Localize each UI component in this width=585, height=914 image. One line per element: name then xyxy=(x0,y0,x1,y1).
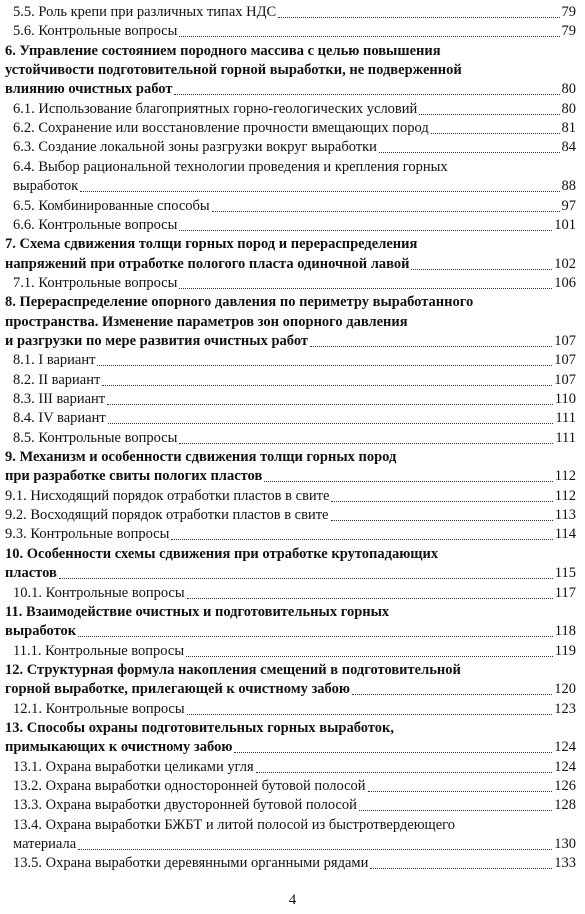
toc-entry xyxy=(0,78,585,98)
toc-entry-title: 7. Схема сдвижения толщи горных пород и перераспределения xyxy=(5,236,418,253)
toc-entry-title: 7.1. Контрольные вопросы xyxy=(13,274,178,291)
toc-dot-leader xyxy=(179,230,552,231)
toc-dot-leader xyxy=(179,36,559,37)
toc-entry-title: 8.3. III вариант xyxy=(13,391,106,407)
toc-entry-page: 133 xyxy=(554,855,576,872)
toc-entry xyxy=(0,620,585,640)
toc-entry-title: при разработке свиты пологих пластов xyxy=(5,468,263,485)
toc-entry-title: 6. Управление состоянием породного массива с целью повышения xyxy=(5,42,441,59)
toc-entry-title: 10.1. Контрольные вопросы xyxy=(13,584,185,601)
toc-dot-leader xyxy=(419,114,559,115)
toc-dot-leader xyxy=(186,656,553,657)
toc-entry xyxy=(0,349,585,369)
toc-dot-leader xyxy=(431,133,560,134)
toc-entry xyxy=(0,156,585,176)
toc-entry xyxy=(0,717,585,737)
toc-entry-title: пространства. Изменение параметров зон опорного давления xyxy=(5,313,408,330)
toc-entry-title: горной выработке, прилегающей к очистному забою xyxy=(5,681,350,698)
toc-dot-leader xyxy=(179,443,553,444)
toc-entry-title: влиянию очистных работ xyxy=(5,81,173,98)
toc-entry-title: 6.1. Использование благоприятных горно-геологических условий xyxy=(13,100,418,117)
toc-entry xyxy=(0,640,585,660)
toc-dot-leader xyxy=(171,539,552,540)
toc-entry xyxy=(0,504,585,524)
toc-entry-page: 112 xyxy=(554,468,576,485)
toc-dot-leader xyxy=(379,152,560,153)
toc-dot-leader xyxy=(370,868,552,869)
toc-entry xyxy=(0,736,585,756)
toc-entry xyxy=(0,562,585,582)
toc-entry-title: 5.5. Роль крепи при различных типах НДС xyxy=(13,4,277,20)
toc-entry-title: материала xyxy=(13,836,77,853)
toc-entry-page: 101 xyxy=(554,216,576,233)
toc-entry-title: 8.5. Контрольные вопросы xyxy=(13,429,178,446)
toc-entry xyxy=(0,195,585,215)
toc-entry-page: 115 xyxy=(554,565,576,582)
toc-dot-leader xyxy=(411,269,552,270)
toc-entry-page: 119 xyxy=(554,642,576,659)
toc-entry-title: 13.5. Охрана выработки деревянными органными рядами xyxy=(13,855,369,872)
toc-entry-page: 110 xyxy=(554,391,576,407)
toc-entry xyxy=(0,814,585,834)
toc-entry-page: 107 xyxy=(554,352,576,369)
toc-entry-title: 11. Взаимодействие очистных и подготовительных горных xyxy=(5,603,390,620)
toc-dot-leader xyxy=(78,636,553,637)
toc-entry-page: 111 xyxy=(555,410,576,427)
toc-entry-title: 9. Механизм и особенности сдвижения толщи горных пород xyxy=(5,449,397,466)
toc-entry xyxy=(0,291,585,311)
toc-dot-leader xyxy=(256,772,553,773)
toc-entry xyxy=(0,214,585,234)
toc-entry xyxy=(0,659,585,679)
toc-entry-title: 12. Структурная формула накопления смещений в подготовительной xyxy=(5,661,461,678)
toc-dot-leader xyxy=(331,520,553,521)
toc-entry-title: выработок xyxy=(5,623,77,640)
toc-entry-title: напряжений при отработке пологого пласта одиночной лавой xyxy=(5,255,410,272)
toc-entry xyxy=(0,388,585,408)
toc-entry xyxy=(0,756,585,776)
toc-entry xyxy=(0,698,585,718)
toc-entry-page: 118 xyxy=(554,623,576,640)
toc-entry xyxy=(0,175,585,195)
toc-dot-leader xyxy=(108,423,554,424)
toc-entry-title: 13.3. Охрана выработки двусторонней бутовой полосой xyxy=(13,797,357,814)
toc-entry xyxy=(0,59,585,79)
toc-entry-title: 8.1. I вариант xyxy=(13,352,96,369)
toc-entry xyxy=(0,272,585,292)
toc-entry-page: 113 xyxy=(554,507,576,524)
toc-entry-page: 114 xyxy=(554,526,576,543)
toc-entry xyxy=(0,407,585,427)
toc-entry-title: пластов xyxy=(5,565,57,582)
toc-entry-page: 128 xyxy=(554,797,576,814)
toc-entry xyxy=(0,20,585,40)
toc-dot-leader xyxy=(264,481,553,482)
toc-entry xyxy=(0,794,585,814)
toc-entry xyxy=(0,775,585,795)
toc-entry-title: 8. Перераспределение опорного давления по периметру выработанного xyxy=(5,294,474,311)
toc-entry xyxy=(0,233,585,253)
page-number: 4 xyxy=(288,892,297,908)
toc-entry-page: 107 xyxy=(554,332,576,349)
toc-entry-title: 8.2. II вариант xyxy=(13,371,101,388)
toc-entry-page: 80 xyxy=(561,100,576,117)
toc-entry-page: 79 xyxy=(561,23,576,40)
toc-dot-leader xyxy=(59,578,553,579)
toc-dot-leader xyxy=(234,752,552,753)
toc-entry-page: 124 xyxy=(554,739,576,756)
toc-entry-page: 106 xyxy=(554,274,576,291)
toc-dot-leader xyxy=(187,714,553,715)
toc-entry-title: и разгрузки по мере развития очистных работ xyxy=(5,332,308,349)
toc-entry xyxy=(0,582,585,602)
toc-entry-title: 13.4. Охрана выработки БЖБТ и литой полосой из быстротвердеющего xyxy=(13,816,455,833)
toc-entry xyxy=(0,485,585,505)
toc-entry-page: 126 xyxy=(554,778,576,794)
toc-entry xyxy=(0,833,585,853)
toc-entry-page: 112 xyxy=(554,487,576,504)
toc-entry-page: 97 xyxy=(561,197,576,214)
toc-entry-title: 5.6. Контрольные вопросы xyxy=(13,23,178,40)
toc-dot-leader xyxy=(359,810,552,811)
toc-entry xyxy=(0,543,585,563)
toc-entry-page: 130 xyxy=(554,836,576,853)
toc-entry-page: 117 xyxy=(554,584,576,601)
toc-dot-leader xyxy=(107,404,553,405)
toc-entry-title: 6.5. Комбинированные способы xyxy=(13,197,210,214)
toc-entry-title: 8.4. IV вариант xyxy=(13,410,106,427)
toc-entry-page: 123 xyxy=(554,700,576,717)
toc-entry-title: 6.6. Контрольные вопросы xyxy=(13,216,178,233)
toc-entry-page: 79 xyxy=(561,4,576,20)
toc-dot-leader xyxy=(174,94,559,95)
toc-entry xyxy=(0,330,585,350)
toc-entry-title: 6.4. Выбор рациональной технологии проведения и крепления горных xyxy=(13,158,448,175)
toc-entry-title: 9.1. Нисходящий порядок отработки пластов в свите xyxy=(5,487,330,504)
toc-entry-title: 10. Особенности схемы сдвижения при отработке крутопадающих xyxy=(5,545,439,562)
toc-entry-title: 6.2. Сохранение или восстановление прочности вмещающих пород xyxy=(13,120,429,137)
toc-entry xyxy=(0,678,585,698)
toc-dot-leader xyxy=(179,288,552,289)
toc-dot-leader xyxy=(310,346,552,347)
toc-entry-page: 84 xyxy=(561,139,576,156)
toc-entry-page: 124 xyxy=(554,758,576,775)
toc-dot-leader xyxy=(80,191,559,192)
toc-dot-leader xyxy=(368,791,553,792)
toc-entry xyxy=(0,311,585,331)
toc-entry xyxy=(0,98,585,118)
toc-dot-leader xyxy=(331,501,552,502)
toc-entry-title: 13. Способы охраны подготовительных горных выработок, xyxy=(5,719,395,736)
toc-dot-leader xyxy=(352,694,552,695)
toc-entry xyxy=(0,369,585,389)
toc-entry-title: выработок xyxy=(13,178,79,195)
toc-dot-leader xyxy=(102,385,552,386)
toc-dot-leader xyxy=(187,598,553,599)
toc-entry-title: 9.3. Контрольные вопросы xyxy=(5,526,170,543)
toc-entry-page: 102 xyxy=(554,255,576,272)
toc-entry xyxy=(0,465,585,485)
toc-dot-leader xyxy=(78,849,552,850)
toc-dot-leader xyxy=(278,17,559,18)
toc-entry xyxy=(0,136,585,156)
toc-entry xyxy=(0,253,585,273)
toc-entry-title: 13.1. Охрана выработки целиками угля xyxy=(13,758,254,775)
toc-entry xyxy=(0,40,585,60)
toc-dot-leader xyxy=(97,365,552,366)
toc-entry-title: 13.2. Охрана выработки односторонней бутовой полосой xyxy=(13,778,366,794)
toc-entry xyxy=(0,427,585,447)
toc-entry-title: примыкающих к очистному забою xyxy=(5,739,233,756)
toc-entry-title: 9.2. Восходящий порядок отработки пластов в свите xyxy=(5,507,329,524)
toc-entry-page: 107 xyxy=(554,371,576,388)
toc-entry-page: 81 xyxy=(561,120,576,137)
toc-entry xyxy=(0,601,585,621)
toc-entry-title: устойчивости подготовительной горной выработки, не подверженной xyxy=(5,62,462,79)
toc-entry xyxy=(0,523,585,543)
toc-entry-title: 11.1. Контрольные вопросы xyxy=(13,642,185,659)
toc-entry-title: 6.3. Создание локальной зоны разгрузки вокруг выработки xyxy=(13,139,377,156)
toc-entry-page: 111 xyxy=(555,429,576,446)
toc-dot-leader xyxy=(212,211,560,212)
toc-entry-page: 120 xyxy=(554,681,576,698)
toc-entry-page: 88 xyxy=(561,178,576,195)
toc-entry-page: 80 xyxy=(561,81,576,98)
toc-entry-title: 12.1. Контрольные вопросы xyxy=(13,700,185,717)
toc-entry xyxy=(0,117,585,137)
toc-entry xyxy=(0,1,585,21)
toc-entry xyxy=(0,446,585,466)
toc-entry xyxy=(0,852,585,872)
